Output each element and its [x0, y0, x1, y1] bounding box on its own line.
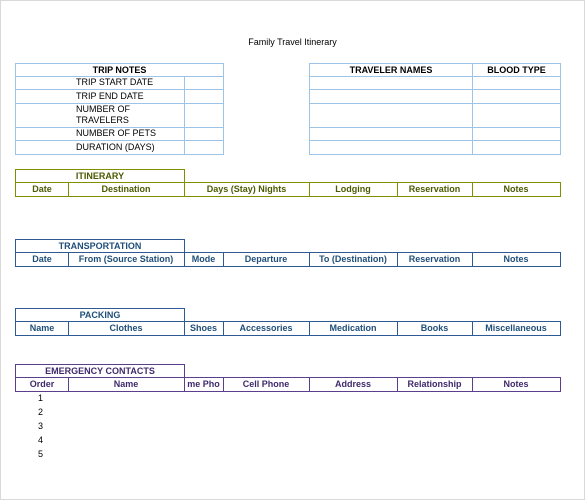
emergency-col-home-phone: me Pho: [184, 378, 224, 392]
packing-col-shoes: Shoes: [184, 322, 224, 336]
trip-notes-label: NUMBER OF PETS: [15, 127, 185, 141]
blood-type-cell[interactable]: [472, 76, 561, 90]
packing-col-name: Name: [15, 322, 69, 336]
blood-type-cell[interactable]: [472, 141, 561, 155]
emergency-col-name: Name: [68, 378, 185, 392]
packing-col-clothes: Clothes: [68, 322, 185, 336]
itinerary-header: ITINERARY: [15, 169, 185, 183]
blood-type-cell[interactable]: [472, 104, 561, 128]
emergency-order-number: 1: [38, 393, 44, 403]
trip-notes-label: TRIP START DATE: [15, 76, 185, 90]
emergency-header: EMERGENCY CONTACTS: [15, 364, 185, 378]
transport-col-from: From (Source Station): [68, 253, 185, 267]
transport-col-date: Date: [15, 253, 69, 267]
transport-col-mode: Mode: [184, 253, 224, 267]
traveler-name-cell[interactable]: [309, 90, 473, 104]
emergency-order-number: 3: [38, 421, 44, 431]
packing-col-medication: Medication: [309, 322, 398, 336]
trip-notes-value[interactable]: [184, 127, 224, 141]
blood-type-header: BLOOD TYPE: [472, 63, 561, 77]
trip-notes-value[interactable]: [184, 141, 224, 155]
trip-notes-header: TRIP NOTES: [15, 63, 224, 77]
traveler-name-cell[interactable]: [309, 104, 473, 128]
blood-type-cell[interactable]: [472, 127, 561, 141]
emergency-order-number: 2: [38, 407, 44, 417]
itinerary-col-notes: Notes: [472, 183, 561, 197]
transport-col-departure: Departure: [223, 253, 310, 267]
emergency-col-cell-phone: Cell Phone: [223, 378, 310, 392]
trip-notes-value[interactable]: [184, 104, 224, 128]
packing-col-books: Books: [397, 322, 473, 336]
trip-notes-value[interactable]: [184, 90, 224, 104]
emergency-col-order: Order: [15, 378, 69, 392]
traveler-name-cell[interactable]: [309, 141, 473, 155]
trip-notes-label: [15, 104, 185, 128]
traveler-names-header: TRAVELER NAMES: [309, 63, 473, 77]
itinerary-col-days: Days (Stay) Nights: [184, 183, 310, 197]
trip-notes-value[interactable]: [184, 76, 224, 90]
packing-col-accessories: Accessories: [223, 322, 310, 336]
emergency-order-number: 5: [38, 449, 44, 459]
trip-notes-label: TRIP END DATE: [15, 90, 185, 104]
itinerary-col-destination: Destination: [68, 183, 185, 197]
emergency-col-notes: Notes: [472, 378, 561, 392]
blood-type-cell[interactable]: [472, 90, 561, 104]
page-title: Family Travel Itinerary: [248, 37, 337, 47]
trip-notes-label-text: NUMBER OF TRAVELERS: [76, 104, 130, 125]
traveler-name-cell[interactable]: [309, 127, 473, 141]
transport-col-to: To (Destination): [309, 253, 398, 267]
packing-header: PACKING: [15, 308, 185, 322]
itinerary-col-reservation: Reservation: [397, 183, 473, 197]
trip-notes-label: DURATION (DAYS): [15, 141, 185, 155]
itinerary-col-date: Date: [15, 183, 69, 197]
transportation-header: TRANSPORTATION: [15, 239, 185, 253]
transport-col-reservation: Reservation: [397, 253, 473, 267]
emergency-col-address: Address: [309, 378, 398, 392]
emergency-order-number: 4: [38, 435, 44, 445]
traveler-name-cell[interactable]: [309, 76, 473, 90]
itinerary-col-lodging: Lodging: [309, 183, 398, 197]
transport-col-notes: Notes: [472, 253, 561, 267]
packing-col-misc: Miscellaneous: [472, 322, 561, 336]
emergency-col-relationship: Relationship: [397, 378, 473, 392]
